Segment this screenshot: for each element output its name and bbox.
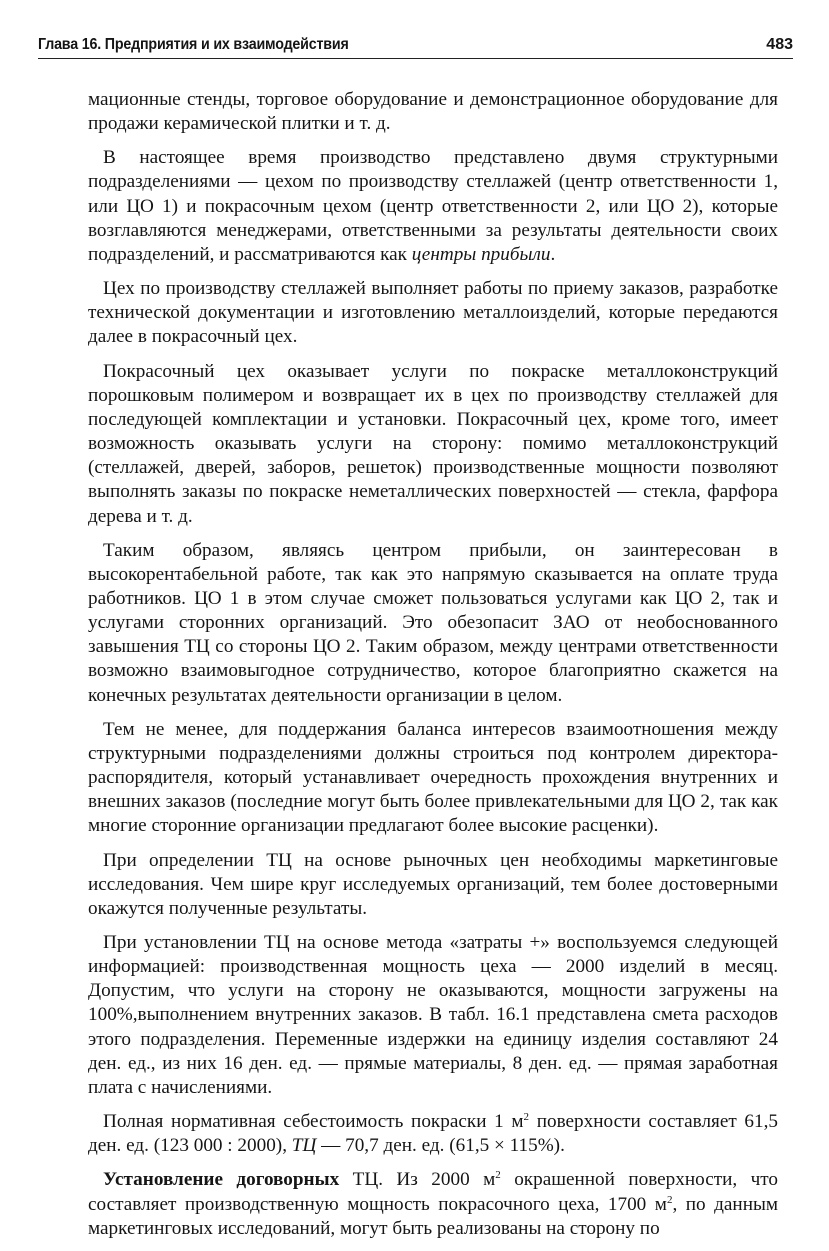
body-text (88, 88, 778, 1251)
paragraph-5: Таким образом, являясь центром прибыли, он заинтересован в высокорентабельной работе, так как это напрямую сказывается на оплате труда работников. ЦО 1 в этом случае сможет пользоваться услугами как ЦО 2, так и услугами сторонних организаций. Это обезопасит ЗАО от необоснованного завышения ТЦ со стороны ЦО 2. Таким образом, между центрами ответственности возможно взаимовыгодное сотрудничество, которое благоприятно скажется на конечных результатах деятельности организации в целом. (88, 539, 778, 706)
paragraph-8: При установлении ТЦ на основе метода «затраты +» воспользуемся следующей информацией: производственная мощность цеха — 2000 изделий в месяц. Допустим, что услуги на сторону не оказываются, мощности загружены на 100%,выполнением внутренних заказов. В табл. 16.1 представлена смета расходов этого подразделения. Переменные издержки на единицу изделия составляют 24 ден. ед., из них 16 ден. ед. — прямые материалы, 8 ден. ед. — прямая заработная плата с начислениями. (88, 932, 778, 1098)
paragraph-9: Полная нормативная себестоимость покраски 1 $м^2$ поверхности составляет 61,5 ден. ед. (123 000 : 2000), ТЦ — 70,7 ден. ед. (61,5 × 115%). (88, 1111, 779, 1157)
paragraph-10: Установление договорных ТЦ. Из 2000 $м^2$ окрашенной поверхности, что составляет производственную мощность покрасочного цеха, 1700 $м^2$, по данным маркетинговых исследований, могут быть реализованы на сторону по (88, 1169, 779, 1239)
paragraph-3: Цех по производству стеллажей выполняет работы по приему заказов, разработке технической документации и изготовлению металлоизделий, которые передаются далее в покрасочный цех. (88, 278, 778, 348)
superscript-2: 2 (666, 1193, 673, 1206)
paragraph-2: В настоящее время производство представлено двумя структурными подразделениями — цехом по производству стеллажей (центр ответственности 1, или ЦО 1) и покрасочным цехом (центр ответственности 2, или ЦО 2), которые возглавляются менеджерами, ответственными за результаты деятельности своих подразделений, и рассматриваются как центры прибыли. (88, 147, 778, 265)
paragraph-4: Покрасочный цех оказывает услуги по покраске металлоконструкций порошковым полимером и возвращает их в цех по производству стеллажей для последующей комплектации и установки. Покрасочный цех, кроме того, имеет возможность оказывать услуги на сторону: помимо металлоконструкций (стеллажей, дверей, заборов, решеток) производственные мощности позволяют выполнять заказы по покраске неметаллических поверхностей — стекла, фарфора дерева и т. д. (88, 360, 778, 527)
paragraph-1: мационные стенды, торговое оборудование и демонстрационное оборудование для продажи керамической плитки и т. д. (88, 89, 778, 135)
emphasis-profit-centers: центры прибыли (411, 243, 551, 265)
superscript-2: 2 (495, 1169, 501, 1182)
emphasis-tc: ТЦ (291, 1135, 317, 1157)
chapter-title: Глава 16. Предприятия и их взаимодействия (38, 36, 349, 53)
paragraph-6: Тем не менее, для поддержания баланса интересов взаимоотношения между структурными подразделениями должны строиться под контролем директора-распорядителя, который устанавливает очередность прохождения внутренних и внешних заказов (последние могут быть более привлекательными для ЦО 2, так как многие сторонние организации предлагают более высокие расценки). (88, 718, 778, 837)
page-number: 483 (766, 36, 793, 53)
paragraph-7: При определении ТЦ на основе рыночных цен необходимы маркетинговые исследования. Чем шире круг исследуемых организаций, тем более достоверными окажутся полученные результаты. (88, 849, 778, 919)
superscript-2: 2 (523, 1111, 530, 1124)
run-in-heading: Установление договорных (103, 1169, 340, 1191)
running-header (38, 36, 793, 59)
